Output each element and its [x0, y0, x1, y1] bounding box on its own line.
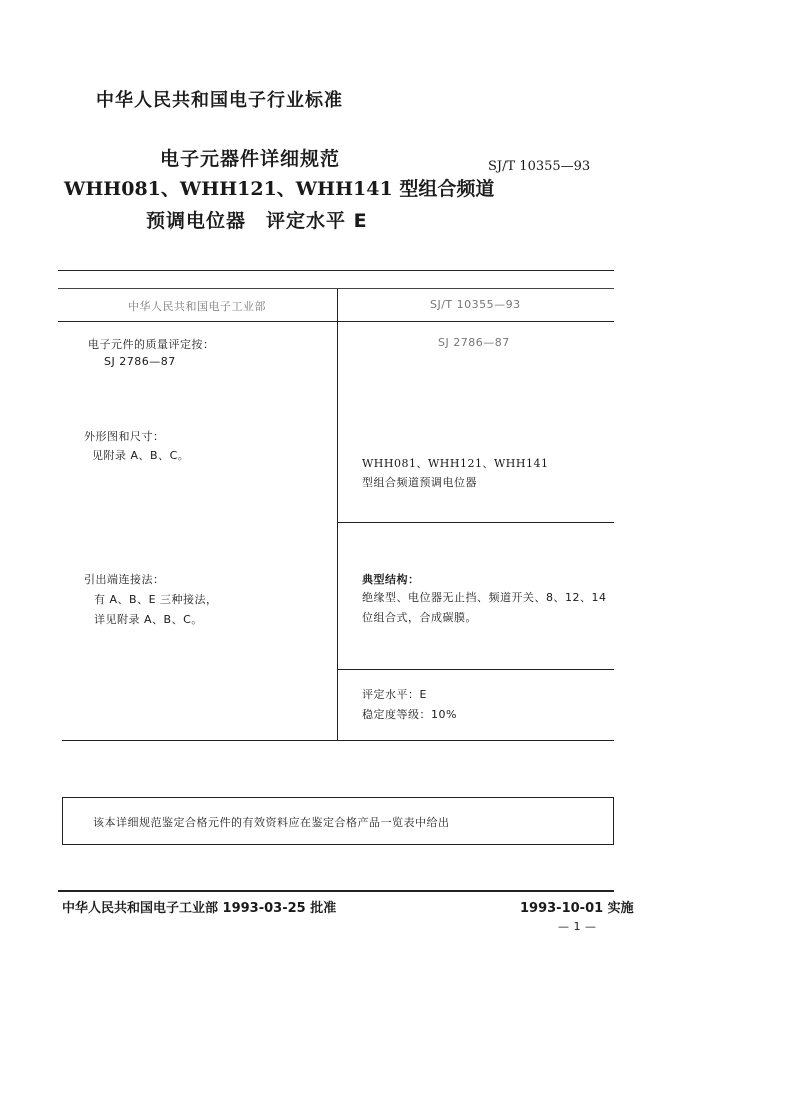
termination-label: 引出端连接法： [84, 573, 165, 586]
header-rule-top [58, 270, 614, 271]
table-column-divider [337, 289, 338, 740]
quality-assessment-ref-right: SJ 2786—87 [438, 336, 510, 349]
typical-structure-line2: 位组合式，合成碳膜。 [362, 611, 477, 624]
typical-structure-label: 典型结构： [362, 573, 420, 586]
typical-structure-line1: 绝缘型、电位器无止挡、频道开关、8、12、14 [362, 591, 607, 604]
table-right-rule-1 [338, 522, 614, 523]
page-number: — 1 — [558, 920, 597, 933]
outline-dimensions-ref: 见附录 A、B、C。 [92, 449, 190, 462]
spec-title-line1: 电子元器件详细规范 [160, 148, 341, 170]
assessment-level: 评定水平：E [362, 688, 427, 701]
product-name: 型组合频道预调电位器 [362, 476, 477, 489]
termination-line1: 有 A、B、E 三种接法， [94, 593, 218, 606]
product-models: WHH081、WHH121、WHH141 [362, 457, 549, 470]
qualified-products-note: 该本详细规范鉴定合格元件的有效资料应在鉴定合格产品一览表中给出 [93, 816, 450, 829]
spec-title-line2: WHH081、WHH121、WHH141 型组合频道 [64, 178, 495, 200]
table-left-header: 中华人民共和国电子工业部 [128, 300, 266, 313]
implementation-date: 1993-10-01 实施 [520, 901, 634, 916]
table-bottom-rule [62, 740, 614, 741]
quality-assessment-ref: SJ 2786—87 [104, 355, 176, 368]
footer-rule [58, 890, 614, 892]
stability-class: 稳定度等级：10% [362, 708, 457, 721]
standard-number: SJ/T 10355—93 [488, 159, 591, 174]
table-right-header: SJ/T 10355—93 [430, 298, 521, 311]
quality-assessment-label: 电子元件的质量评定按： [88, 338, 215, 351]
table-header-rule [58, 321, 614, 322]
outline-dimensions-label: 外形图和尺寸： [84, 430, 165, 443]
termination-line2: 详见附录 A、B、C。 [94, 613, 203, 626]
issuing-standard-title: 中华人民共和国电子行业标准 [96, 90, 343, 111]
table-right-rule-2 [338, 669, 614, 670]
spec-title-line3: 预调电位器 评定水平 E [146, 210, 368, 232]
header-rule-bottom [58, 288, 614, 289]
approval-statement: 中华人民共和国电子工业部 1993-03-25 批准 [62, 901, 337, 916]
qualified-products-note-box [62, 797, 614, 845]
